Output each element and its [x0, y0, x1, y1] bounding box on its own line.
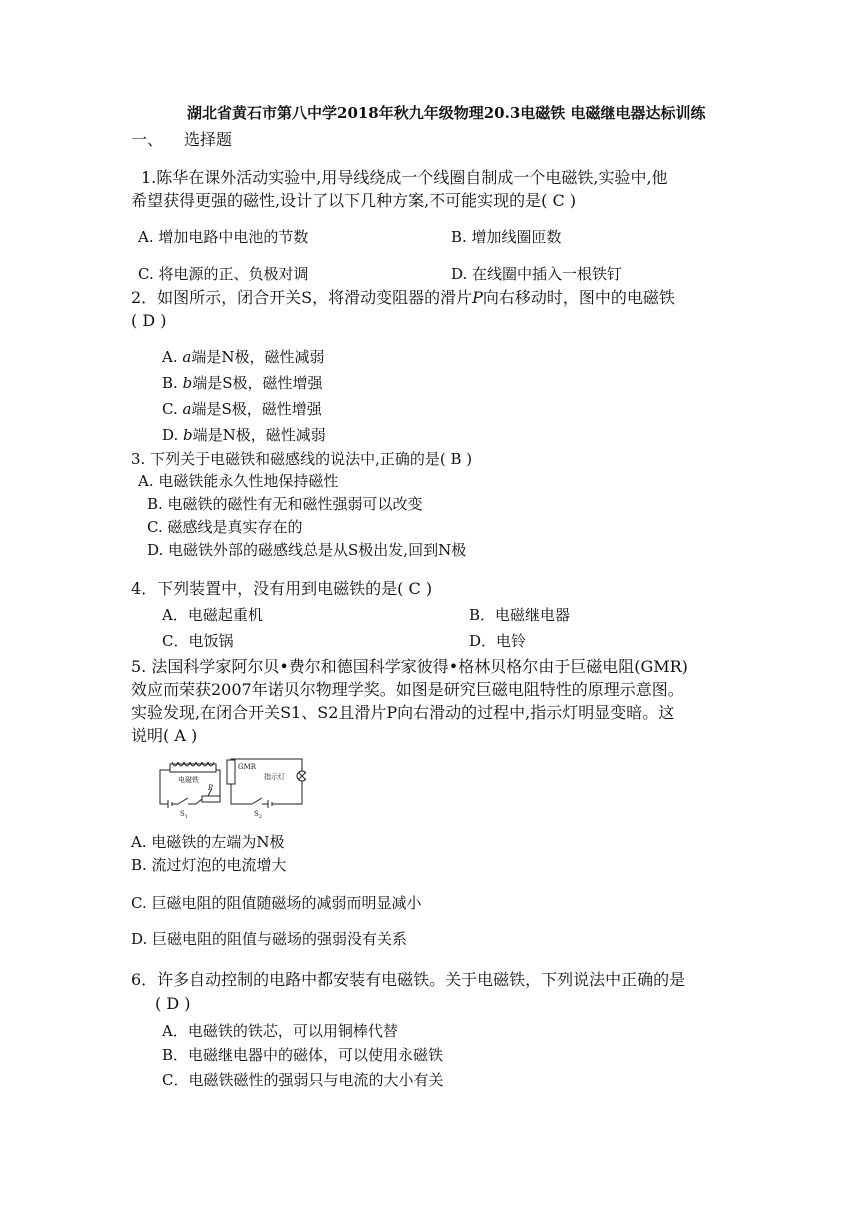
- q3-option-b: B. 电磁铁的磁性有无和磁性强弱可以改变: [147, 495, 423, 513]
- q2-option-a: [162, 350, 324, 365]
- q2-option-c-text: 端是S极，磁性增强: [191, 400, 322, 418]
- q2-option-b-letter: B.: [162, 374, 178, 392]
- q3-option-c: C. 磁感线是真实存在的: [147, 518, 303, 536]
- q5-option-a: A. 电磁铁的左端为N极: [131, 833, 285, 851]
- q4-option-d: D．电铃: [469, 632, 527, 650]
- q5-stem-line3: 实验发现,在闭合开关S1、S2且滑片P向右滑动的过程中,指示灯明显变暗。这: [131, 703, 675, 722]
- section-number: 一、: [131, 130, 164, 149]
- q6-option-c: C．电磁铁磁性的强弱只与电流的大小有关: [162, 1071, 444, 1089]
- q2-stem-pre: 2．如图所示，闭合开关S，将滑动变阻器的滑片: [131, 288, 473, 307]
- rheostat: [202, 796, 220, 802]
- figure-gmr-label: GMR: [238, 763, 257, 771]
- q2-option-c-var: a: [182, 400, 192, 418]
- q1-option-d: D. 在线圈中插入一根铁钉: [451, 265, 623, 283]
- q1-option-a: A. 增加电路中电池的节数: [138, 228, 309, 246]
- figure-s2-sub: 2: [258, 814, 262, 820]
- q3-option-a: A. 电磁铁能永久性地保持磁性: [138, 472, 339, 490]
- q4-option-c: C．电饭锅: [162, 632, 234, 650]
- q6-answer: ( D ): [155, 994, 191, 1013]
- q5-option-c: C. 巨磁电阻的阻值随磁场的减弱而明显减小: [131, 894, 422, 912]
- q2-stem-var: P: [472, 288, 483, 307]
- figure-s2-letter: S: [254, 810, 259, 818]
- q3-option-d: D. 电磁铁外部的磁感线总是从S极出发,回到N极: [147, 541, 467, 559]
- figure-p-label: P: [208, 784, 213, 792]
- q2-option-a-letter: A.: [162, 348, 178, 366]
- q2-answer: ( D ): [131, 311, 167, 330]
- q2-option-a-var: a: [182, 348, 192, 366]
- q6-option-b: B．电磁继电器中的磁体，可以使用永磁铁: [162, 1046, 444, 1064]
- q4-stem: 4．下列装置中，没有用到电磁铁的是( C ): [131, 579, 433, 598]
- switch-s2: [252, 798, 262, 804]
- q3-stem: 3. 下列关于电磁铁和磁感线的说法中,正确的是( B ): [131, 450, 473, 468]
- page-title: 湖北省黄石市第八中学2018年秋九年级物理20.3电磁铁 电磁继电器达标训练: [187, 104, 706, 122]
- q1-option-b: B. 增加线圈匝数: [451, 228, 562, 246]
- q2-option-b-text: 端是S极，磁性增强: [192, 374, 323, 392]
- q5-stem-line1: 5. 法国科学家阿尔贝•费尔和德国科学家彼得•格林贝格尔由于巨磁电阻(GMR): [131, 657, 688, 676]
- figure-lamp-label: 指示灯: [264, 773, 285, 781]
- gmr-resistor: [227, 760, 235, 784]
- figure-s1-letter: S: [180, 810, 185, 818]
- q5-option-b: B. 流过灯泡的电流增大: [131, 856, 287, 874]
- figure-s1-sub: 1: [184, 814, 188, 820]
- q2-option-d: [162, 428, 326, 443]
- q1-stem-line2: 希望获得更强的磁性,设计了以下几种方案,不可能实现的是( C ): [131, 191, 577, 210]
- section-label: 选择题: [184, 130, 233, 149]
- q2-stem-post: 向右移动时，图中的电磁铁: [482, 288, 675, 307]
- q2-option-c: [162, 402, 322, 417]
- q2-option-d-text: 端是N极，磁性减弱: [192, 426, 326, 444]
- q2-option-d-letter: D.: [162, 426, 179, 444]
- q2-option-d-var: b: [183, 426, 193, 444]
- q6-stem: 6．许多自动控制的电路中都安装有电磁铁。关于电磁铁，下列说法中正确的是: [131, 970, 686, 989]
- q6-option-a: A．电磁铁的铁芯，可以用铜棒代替: [162, 1022, 398, 1040]
- figure-s2-label: [254, 810, 262, 820]
- q5-option-d: D. 巨磁电阻的阻值与磁场的强弱没有关系: [131, 930, 408, 948]
- q4-option-a: A．电磁起重机: [162, 606, 263, 624]
- q2-stem-line1: [131, 290, 675, 306]
- q2-option-b-var: b: [182, 374, 193, 392]
- q1-option-c: C. 将电源的正、负极对调: [138, 265, 309, 283]
- q2-option-c-letter: C.: [162, 400, 178, 418]
- q5-stem-line2: 效应而荣获2007年诺贝尔物理学奖。如图是研究巨磁电阻特性的原理示意图。: [131, 680, 684, 699]
- q1-stem-line1: 1.陈华在课外活动实验中,用导线绕成一个线圈自制成一个电磁铁,实验中,他: [141, 168, 668, 187]
- figure-s1-label: [180, 810, 188, 820]
- q2-option-a-text: 端是N极，磁性减弱: [191, 348, 325, 366]
- q4-option-b: B．电磁继电器: [469, 606, 571, 624]
- switch-s1: [178, 798, 188, 804]
- figure-coil-label: 电磁铁: [178, 776, 199, 784]
- q5-stem-line4: 说明( A ): [131, 726, 198, 745]
- q2-option-b: [162, 376, 322, 391]
- gmr-circuit-figure: [156, 758, 306, 820]
